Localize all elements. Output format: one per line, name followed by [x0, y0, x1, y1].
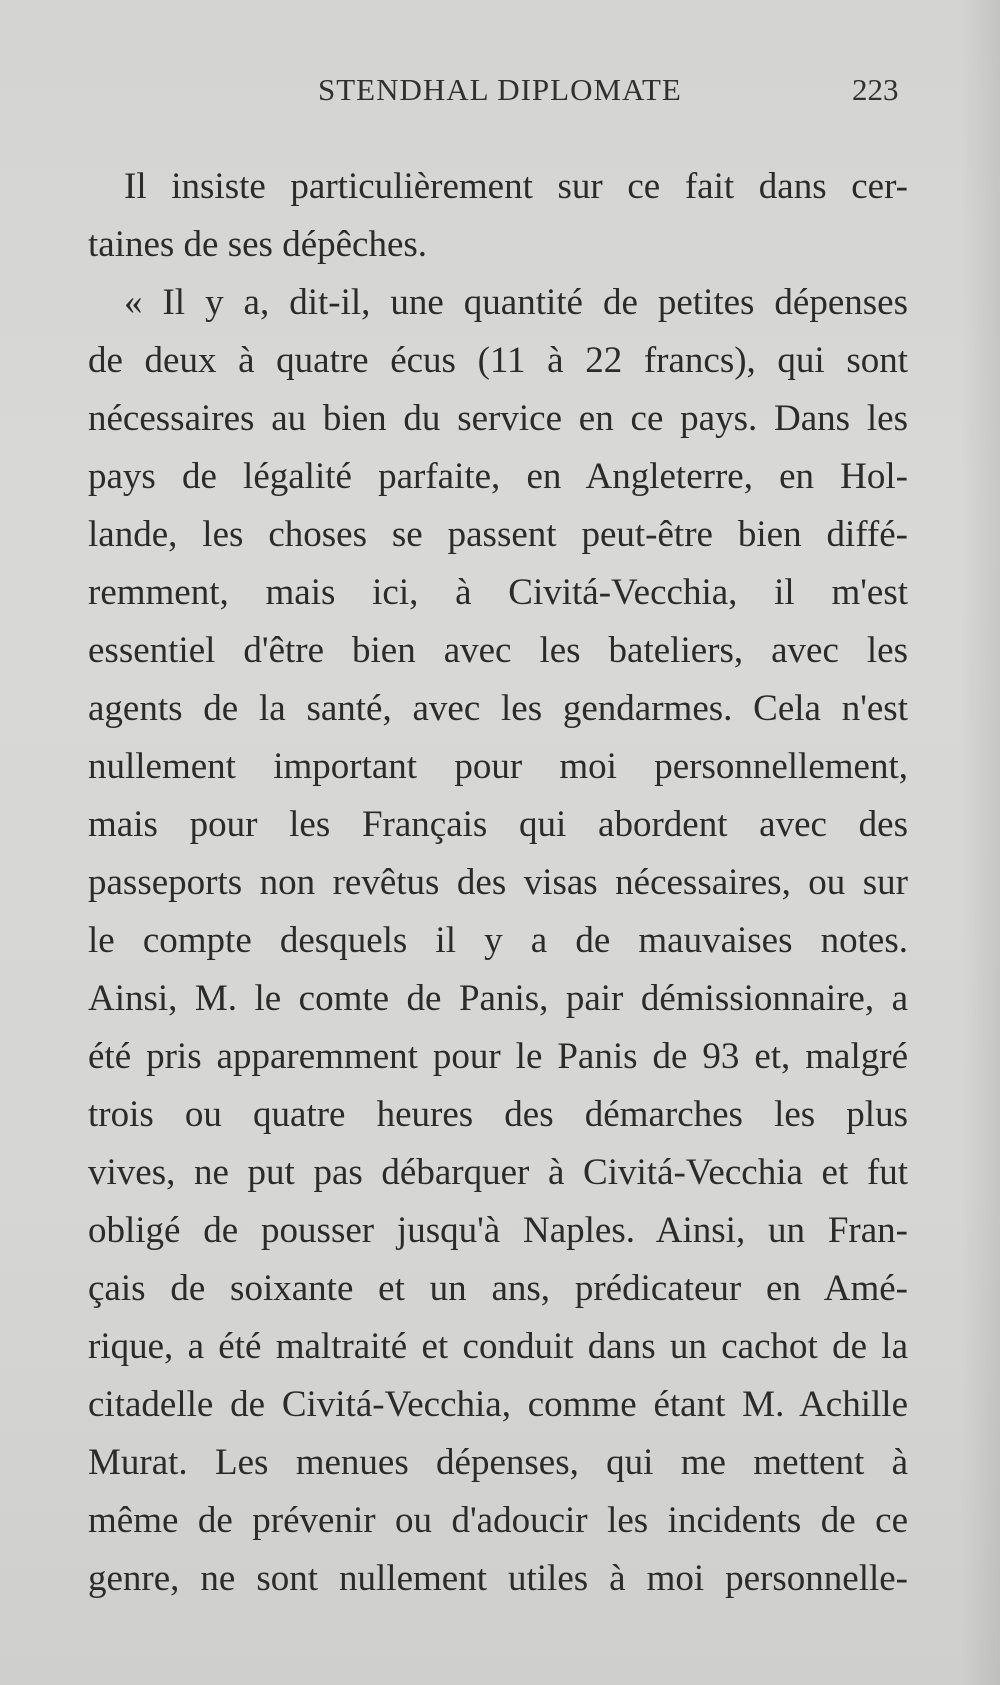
text-line: été pris apparemment pour le Panis de 93 et, malgré	[88, 1036, 908, 1077]
text-line: trois ou quatre heures des démarches les plus	[88, 1094, 908, 1135]
text-line: taines de ses dépêches.	[88, 224, 428, 265]
text-line: pays de légalité parfaite, en Angleterre, en Hol-	[88, 456, 908, 497]
body-text	[88, 158, 908, 1608]
text-line: rique, a été maltraité et conduit dans un cachot de la	[88, 1326, 908, 1367]
text-line: Ainsi, M. le comte de Panis, pair démissionnaire, a	[88, 978, 908, 1019]
running-header	[0, 72, 1000, 112]
text-line: remment, mais ici, à Civitá-Vecchia, il m'est	[88, 572, 908, 613]
text-line: genre, ne sont nullement utiles à moi personnelle-	[88, 1558, 908, 1599]
text-line: vives, ne put pas débarquer à Civitá-Vecchia et fut	[88, 1152, 908, 1193]
text-line: Il insiste particulièrement sur ce fait dans cer-	[124, 166, 908, 207]
text-line: de deux à quatre écus (11 à 22 francs), qui sont	[88, 340, 908, 381]
text-line: nullement important pour moi personnellement,	[88, 746, 908, 787]
running-title: STENDHAL DIPLOMATE	[318, 72, 682, 107]
text-line: « Il y a, dit-il, une quantité de petites dépenses	[124, 282, 908, 323]
text-line: mais pour les Français qui abordent avec des	[88, 804, 908, 845]
text-line: citadelle de Civitá-Vecchia, comme étant M. Achille	[88, 1384, 908, 1425]
text-line: lande, les choses se passent peut-être bien diffé-	[88, 514, 908, 555]
text-line: Murat. Les menues dépenses, qui me mettent à	[88, 1442, 908, 1483]
page-edge-shadow	[960, 0, 1000, 1685]
text-line: passeports non revêtus des visas nécessaires, ou sur	[88, 862, 908, 903]
text-line: essentiel d'être bien avec les bateliers, avec les	[88, 630, 908, 671]
text-line: çais de soixante et un ans, prédicateur en Amé-	[88, 1268, 908, 1309]
text-line: nécessaires au bien du service en ce pays. Dans les	[88, 398, 908, 439]
text-line: obligé de pousser jusqu'à Naples. Ainsi, un Fran-	[88, 1210, 908, 1251]
text-line: agents de la santé, avec les gendarmes. Cela n'est	[88, 688, 908, 729]
text-line: le compte desquels il y a de mauvaises notes.	[88, 920, 908, 961]
text-line: même de prévenir ou d'adoucir les incidents de ce	[88, 1500, 908, 1541]
page-number: 223	[852, 72, 899, 107]
